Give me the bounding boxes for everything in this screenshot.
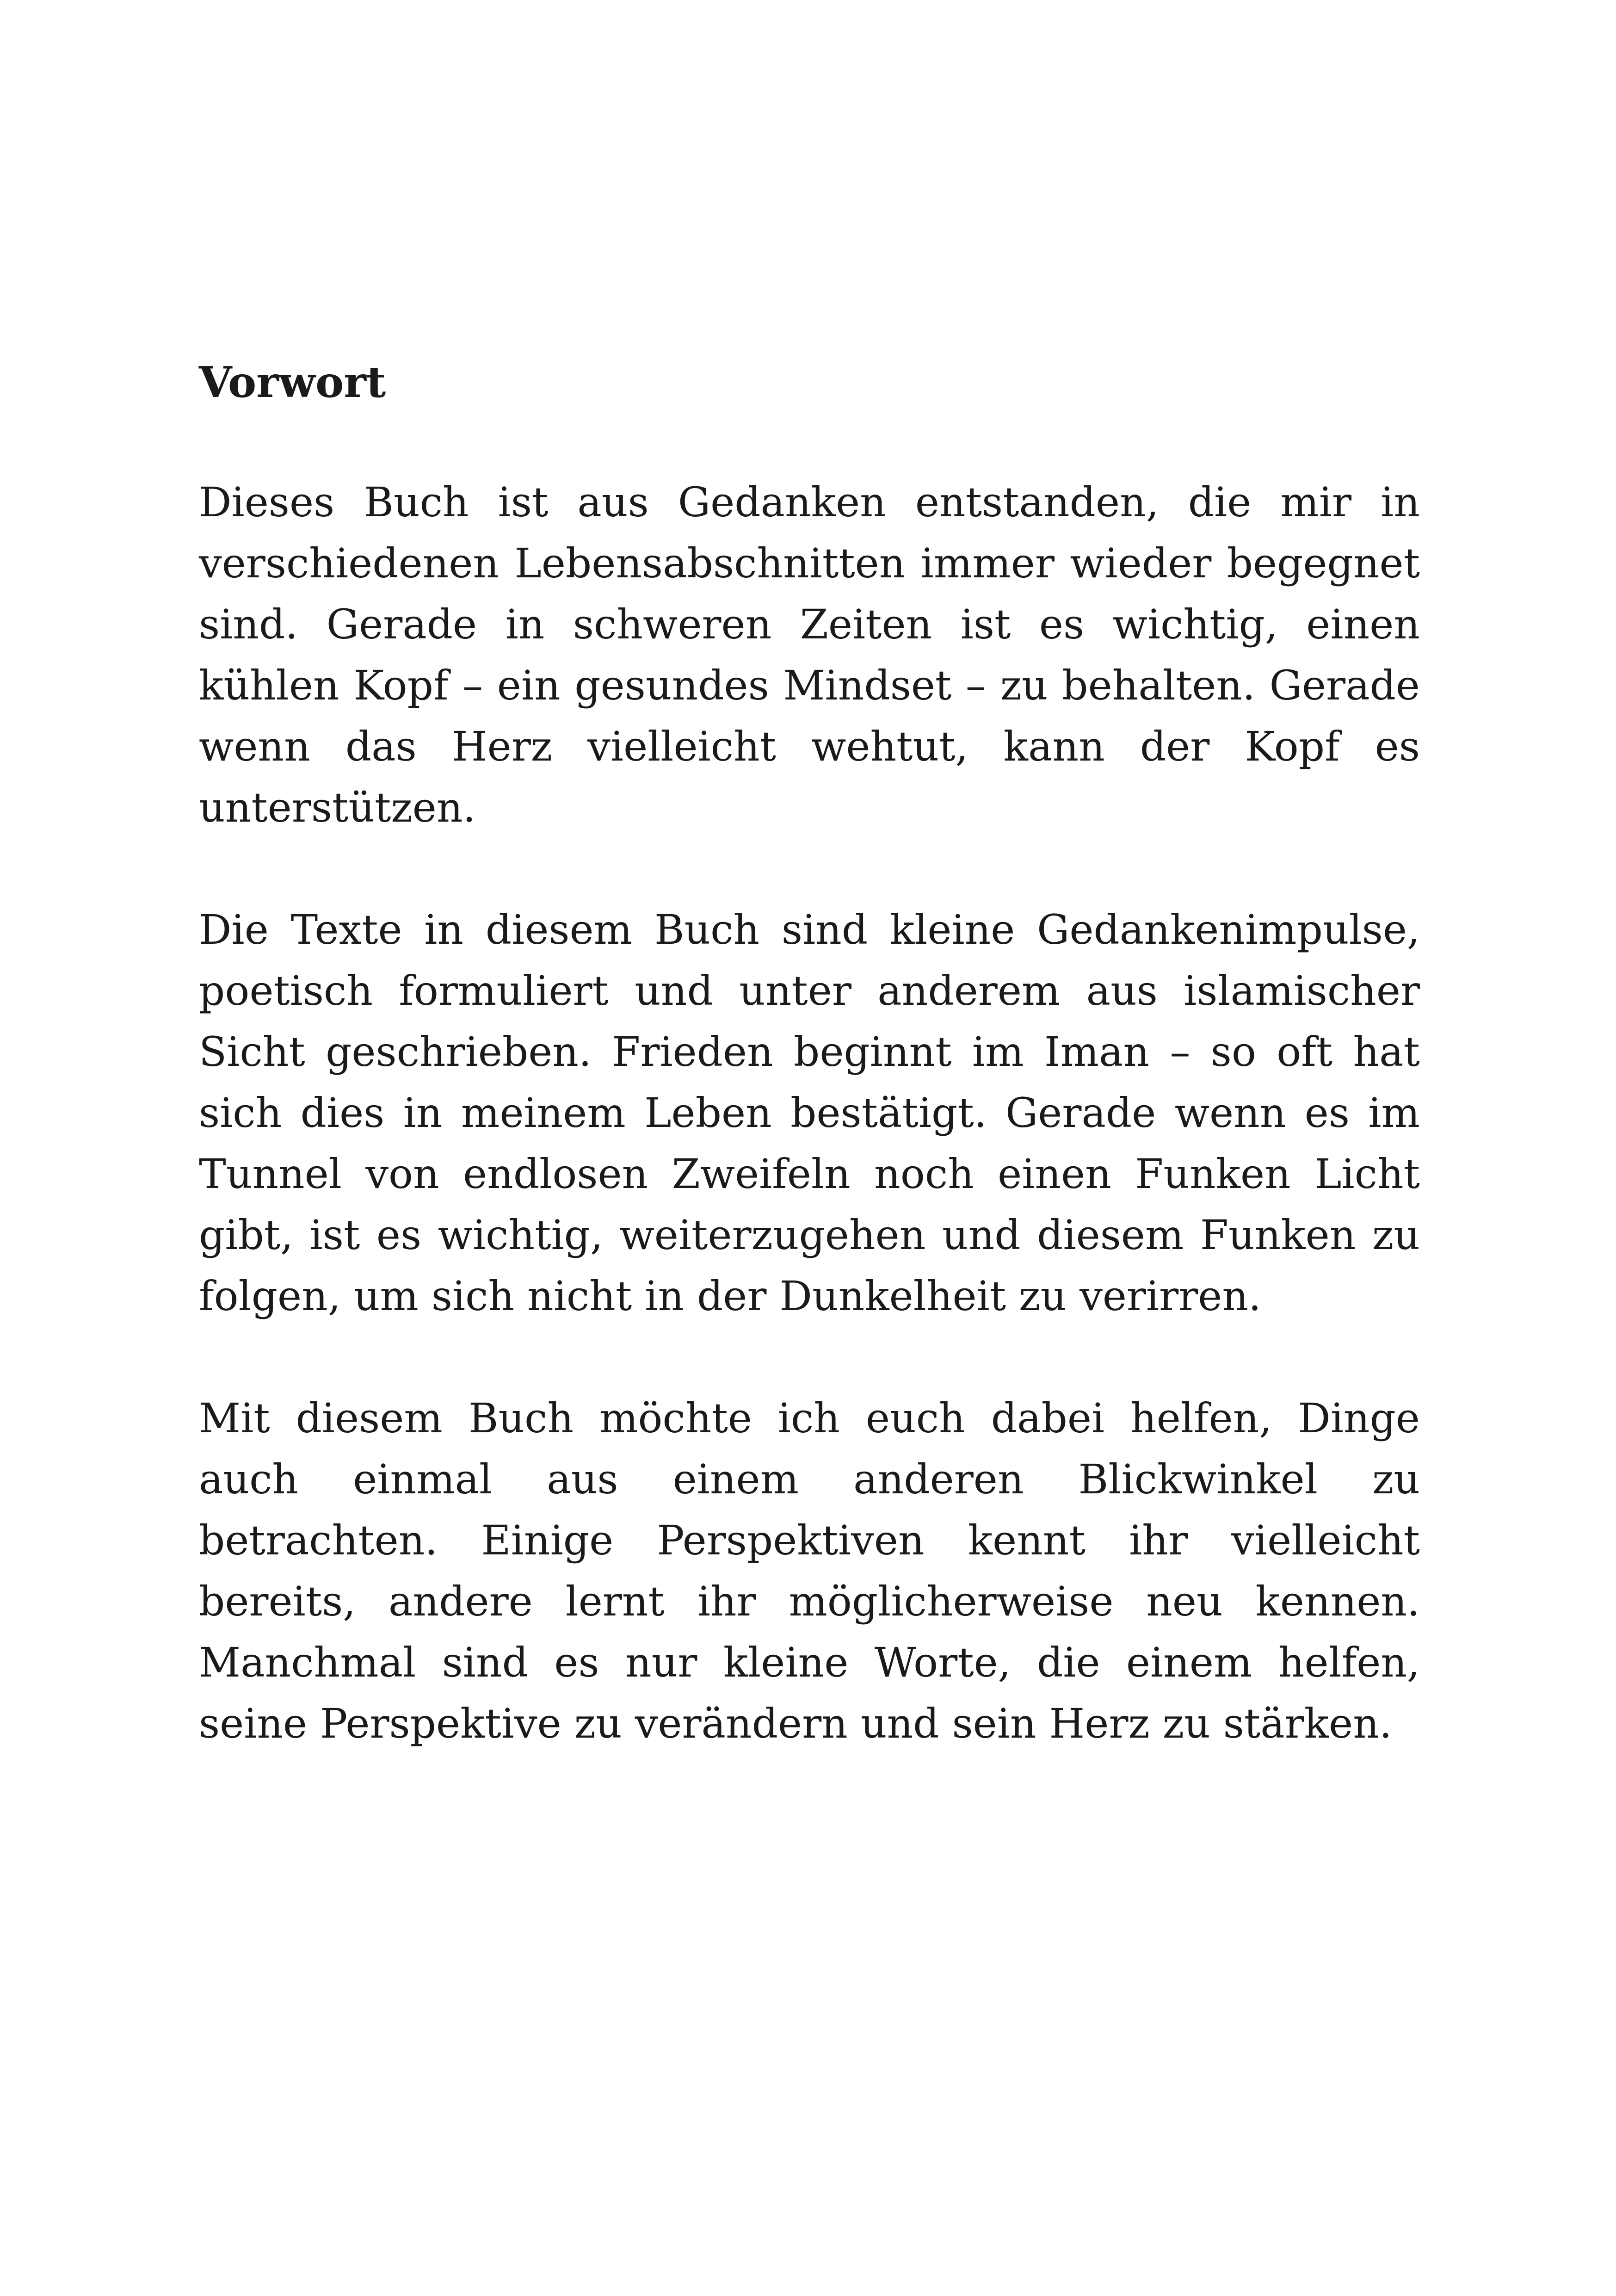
- paragraph-3: Mit diesem Buch möchte ich euch dabei helfen, Dinge auch einmal aus einem anderen Blickwinkel zu betrachten. Einige Perspektiven kennt ihr vielleicht bereits, andere lernt ihr möglicherweise neu kennen. Manchmal sind es nur kleine Worte, die einem helfen, seine Perspektive zu verändern und sein Herz zu stärken.: [199, 1394, 1420, 1747]
- paragraph-2: Die Texte in diesem Buch sind kleine Gedankenimpulse, poetisch formuliert und unter anderem aus islamischer Sicht geschrieben. Frieden beginnt im Iman – so oft hat sich dies in meinem Leben bestätigt. Gerade wenn es im Tunnel von endlosen Zweifeln noch einen Funken Licht gibt, ist es wichtig, weiterzugehen und diesem Funken zu folgen, um sich nicht in der Dunkelheit zu verirren.: [199, 906, 1420, 1320]
- page-content: [199, 352, 1420, 1754]
- paragraph-1: Dieses Buch ist aus Gedanken entstanden, die mir in verschiedenen Lebensabschnitten immer wieder begegnet sind. Gerade in schweren Zeiten ist es wichtig, einen kühlen Kopf – ein gesundes Mindset – zu behalten. Gerade wenn das Herz vielleicht wehtut, kann der Kopf es unterstützen.: [199, 478, 1420, 831]
- spacer: [199, 413, 1420, 472]
- spacer: [199, 838, 1420, 899]
- spacer: [199, 1327, 1420, 1388]
- page-title: Vorwort: [199, 357, 386, 407]
